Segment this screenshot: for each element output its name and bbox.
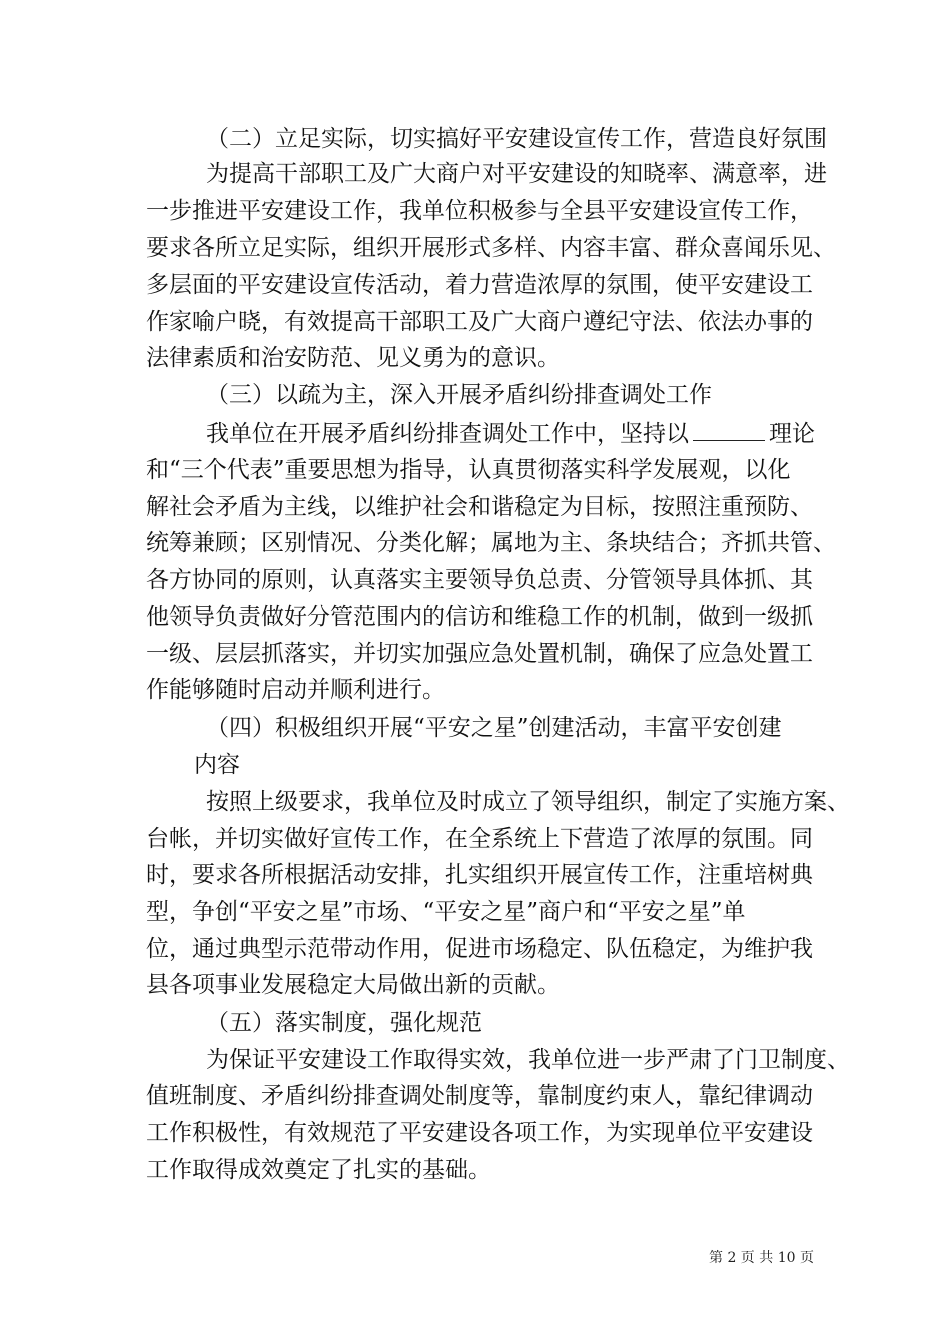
paragraph-line: 各方协同的原则，认真落实主要领导负总责、分管领导具体抓、其 — [146, 567, 813, 593]
paragraph-line: 法律素质和治安防范、见义勇为的意识。 — [146, 345, 560, 371]
section-heading-3: （三）以疏为主，深入开展矛盾纠纷排查调处工作 — [206, 382, 712, 408]
paragraph-line: 统筹兼顾；区别情况、分类化解；属地为主、条块结合；齐抓共管、 — [146, 530, 836, 556]
paragraph-line: 和“三个代表”重要思想为指导，认真贯彻落实科学发展观，以化 — [146, 457, 791, 483]
paragraph-line: 位，通过典型示范带动作用，促进市场稳定、队伍稳定，为维护我 — [146, 936, 813, 962]
paragraph-line: 工作积极性，有效规范了平安建设各项工作，为实现单位平安建设 — [146, 1120, 813, 1146]
fill-in-blank — [693, 418, 765, 441]
paragraph-line: 按照上级要求，我单位及时成立了领导组织，制定了实施方案、 — [206, 789, 850, 815]
paragraph-line: 要求各所立足实际，组织开展形式多样、内容丰富、群众喜闻乐见、 — [146, 235, 836, 261]
paragraph-line: 多层面的平安建设宣传活动，着力营造浓厚的氛围，使平安建设工 — [146, 272, 813, 298]
paragraph-line: 值班制度、矛盾纠纷排查调处制度等，靠制度约束人，靠纪律调动 — [146, 1083, 813, 1109]
section-heading-4-cont: 内容 — [194, 752, 240, 778]
paragraph-line: 为保证平安建设工作取得实效，我单位进一步严肃了门卫制度、 — [206, 1047, 850, 1073]
paragraph-line: 型，争创“平安之星”市场、“平安之星”商户和“平安之星”单 — [146, 899, 746, 925]
paragraph-line: 他领导负责做好分管范围内的信访和维稳工作的机制，做到一级抓 — [146, 604, 813, 630]
paragraph-text: 理论 — [769, 421, 815, 447]
paragraph-line: 作能够随时启动并顺利进行。 — [146, 677, 445, 703]
paragraph-line — [206, 418, 815, 449]
paragraph-line: 一级、层层抓落实，并切实加强应急处置机制，确保了应急处置工 — [146, 641, 813, 667]
paragraph-line: 一步推进平安建设工作，我单位积极参与全县平安建设宣传工作， — [146, 198, 813, 224]
paragraph-line: 解社会矛盾为主线，以维护社会和谐稳定为目标，按照注重预防、 — [146, 494, 813, 520]
paragraph-line: 台帐，并切实做好宣传工作，在全系统上下营造了浓厚的氛围。同 — [146, 826, 813, 852]
paragraph-line: 工作取得成效奠定了扎实的基础。 — [146, 1157, 491, 1183]
section-heading-2: （二）立足实际，切实搞好平安建设宣传工作，营造良好氛围 — [206, 126, 827, 152]
paragraph-line: 县各项事业发展稳定大局做出新的贡献。 — [146, 972, 560, 998]
section-heading-5: （五）落实制度，强化规范 — [206, 1010, 482, 1036]
section-heading-4: （四）积极组织开展“平安之星”创建活动，丰富平安创建 — [206, 715, 782, 741]
paragraph-text: 我单位在开展矛盾纠纷排查调处工作中，坚持以 — [206, 421, 689, 447]
paragraph-line: 时，要求各所根据活动安排，扎实组织开展宣传工作，注重培树典 — [146, 862, 813, 888]
paragraph-line: 作家喻户晓，有效提高干部职工及广大商户遵纪守法、依法办事的 — [146, 309, 813, 335]
paragraph-line: 为提高干部职工及广大商户对平安建设的知晓率、满意率，进 — [206, 161, 827, 187]
page-number: 第 2 页 共 10 页 — [709, 1250, 814, 1266]
